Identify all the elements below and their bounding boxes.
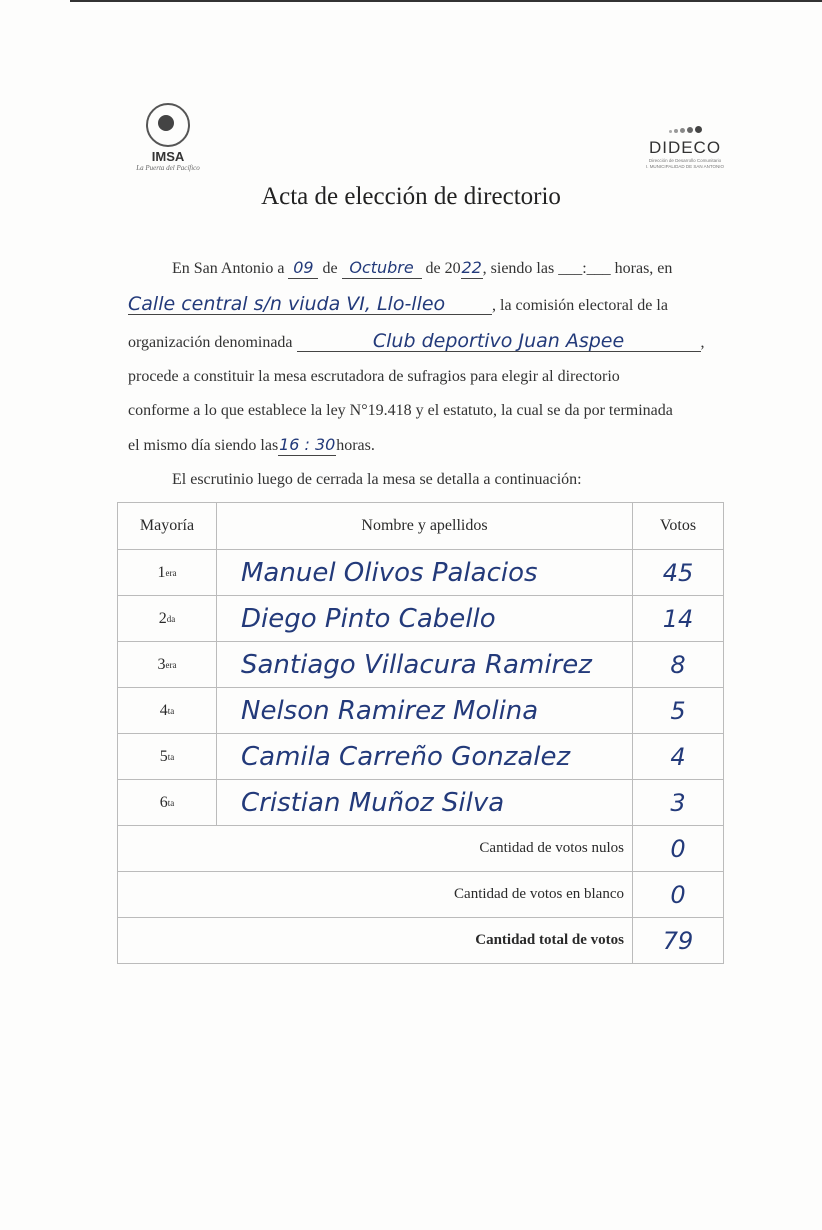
imsa-seal-icon (146, 103, 190, 147)
results-table (117, 502, 724, 964)
header-votes: Votos (659, 517, 697, 534)
candidate-votes: 45 (662, 558, 694, 587)
candidate-name: Santiago Villacura Ramirez (217, 642, 633, 687)
candidate-votes: 14 (662, 604, 694, 633)
blank-votes-value: 0 (670, 880, 686, 909)
rank-cell: 1 era (118, 550, 217, 595)
rank-cell: 4 ta (118, 688, 217, 733)
intro-text: En San Antonio a (172, 260, 285, 277)
intro-line-3 (128, 331, 716, 353)
intro-line-2 (128, 294, 716, 316)
intro-text: , (700, 334, 705, 351)
intro-text: , la comisión electoral de la (492, 297, 668, 314)
dideco-sub-1: Dirección de Desarrollo Comunitario (648, 158, 722, 163)
intro-line-4: procede a constituir la mesa escrutadora de sufragios para elegir al directorio (128, 368, 620, 385)
table-header-row (118, 503, 723, 549)
candidate-name: Nelson Ramirez Molina (217, 688, 633, 733)
null-votes-value: 0 (670, 834, 686, 863)
intro-text: de (322, 260, 338, 277)
candidate-name: Diego Pinto Cabello (217, 596, 633, 641)
null-votes-row (118, 825, 723, 871)
candidate-votes: 4 (670, 742, 686, 771)
candidate-name: Cristian Muñoz Silva (217, 780, 633, 825)
imsa-tagline: La Puerta del Pacífico (136, 164, 200, 172)
table-row (118, 779, 723, 825)
rank-cell: 5 ta (118, 734, 217, 779)
intro-text: organización denominada (128, 334, 293, 351)
table-row (118, 641, 723, 687)
blank-votes-row (118, 871, 723, 917)
table-row (118, 687, 723, 733)
candidate-name: Camila Carreño Gonzalez (217, 734, 633, 779)
intro-text: de 20 (425, 260, 461, 277)
rank-cell: 2 da (118, 596, 217, 641)
end-time-field: 16 : 30 (279, 435, 336, 454)
total-votes-label: Cantidad total de votos (118, 918, 633, 963)
blank-votes-label: Cantidad de votos en blanco (118, 872, 633, 917)
table-row (118, 595, 723, 641)
table-row (118, 733, 723, 779)
rank-cell: 3 era (118, 642, 217, 687)
total-votes-row (118, 917, 723, 963)
imsa-logo (128, 103, 208, 172)
page-edge-line (70, 0, 822, 2)
dideco-sub-2: I. MUNICIPALIDAD DE SAN ANTONIO (645, 164, 725, 169)
imsa-name: IMSA (151, 149, 185, 164)
header-name: Nombre y apellidos (217, 503, 633, 549)
org-field: Club deportivo Juan Aspee (297, 331, 701, 352)
candidate-votes: 3 (670, 788, 686, 817)
month-field: Octubre (342, 258, 422, 279)
candidate-votes: 5 (670, 696, 686, 725)
day-field: 09 (288, 258, 318, 279)
intro-line-6 (128, 435, 716, 456)
year-field: 22 (461, 258, 482, 277)
intro-line-5: conforme a lo que establece la ley N°19.418 y el estatuto, la cual se da por terminada (128, 402, 673, 419)
place-field: Calle central s/n viuda VI, Llo-lleo (128, 294, 492, 315)
dideco-dots-icon (630, 120, 740, 138)
intro-text: , siendo las ___:___ horas, en (482, 260, 673, 277)
candidate-votes: 8 (670, 650, 686, 679)
table-row (118, 549, 723, 595)
intro-line-7: El escrutinio luego de cerrada la mesa se detalla a continuación: (172, 471, 582, 488)
null-votes-label: Cantidad de votos nulos (118, 826, 633, 871)
intro-text: el mismo día siendo las (128, 437, 279, 454)
rank-cell: 6 ta (118, 780, 217, 825)
total-votes-value: 79 (662, 926, 694, 955)
intro-line-1 (172, 258, 716, 279)
dideco-logo (630, 120, 740, 170)
page-title: Acta de elección de directorio (261, 183, 561, 210)
intro-text: horas. (336, 437, 375, 454)
dideco-name: DIDECO (648, 138, 722, 157)
header-rank: Mayoría (118, 503, 217, 549)
candidate-name: Manuel Olivos Palacios (217, 550, 633, 595)
